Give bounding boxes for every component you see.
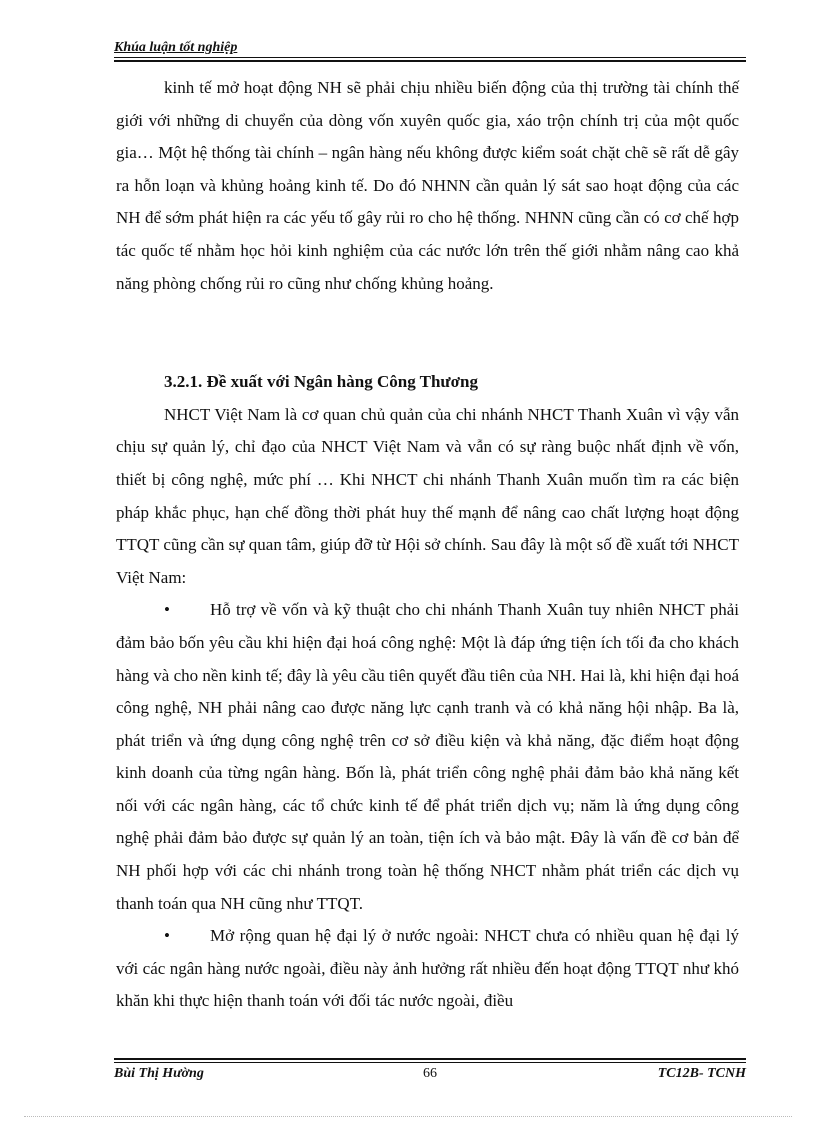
- bullet-item-1: [116, 594, 739, 920]
- footer-author: Bùi Thị Hường: [114, 1066, 204, 1081]
- intro-paragraph: kinh tế mở hoạt động NH sẽ phải chịu nhiều biến động của thị trường tài chính thế giới với những di chuyển của dòng vốn xuyên quốc gia, xáo trộn chính trị của một quốc gia… Một hệ thống tài chính – ngân hàng nếu không được kiểm soát chặt chẽ sẽ rất dễ gây ra hỗn loạn và khủng hoảng kinh tế. Do đó NHNN cần quản lý sát sao hoạt động của các NH để sớm phát hiện ra các yếu tố gây rủi ro cho hệ thống. NHNN cũng cần có cơ chế hợp tác quốc tế nhằm học hỏi kinh nghiệm của các nước lớn trên thế giới nhằm nâng cao khả năng phòng chống rủi ro cũng như chống khủng hoảng.: [116, 78, 739, 293]
- bullet-icon: •: [164, 926, 170, 946]
- bullet-icon: •: [164, 600, 170, 620]
- bullet-item-2: [116, 920, 739, 1018]
- footer-rule-thin: [114, 1062, 746, 1063]
- document-body: [116, 72, 739, 1018]
- header-title: Khúa luận tốt nghiệp: [114, 40, 238, 55]
- page-header: [114, 38, 746, 56]
- page-number: 66: [423, 1066, 437, 1081]
- footer-rule-thick: [114, 1058, 746, 1060]
- bullet-item-2-text: Mở rộng quan hệ đại lý ở nước ngoài: NHCT chưa có nhiều quan hệ đại lý với các ngân hàng nước ngoài, điều này ảnh hưởng rất nhiều đến hoạt động TTQT như khó khăn khi thực hiện thanh toán với đối tác nước ngoài, điều: [116, 926, 739, 1011]
- page-bottom-border: [24, 1116, 792, 1117]
- bullet-item-1-text: Hỗ trợ về vốn và kỹ thuật cho chi nhánh Thanh Xuân tuy nhiên NHCT phải đảm bảo bốn yêu cầu khi hiện đại hoá công nghệ: Một là đáp ứng tiện ích tối đa cho khách hàng và cho nền kinh tế; đây là yêu cầu tiên quyết đầu tiên của NH. Hai là, khi hiện đại hoá công nghệ, NH phải nâng cao được năng lực cạnh tranh và có khả năng hội nhập. Ba là, phát triển và ứng dụng công nghệ trên cơ sở điều kiện và khả năng, đặc điểm hoạt động kinh doanh của từng ngân hàng. Bốn là, phát triển công nghệ phải đảm bảo khả năng kết nối với các ngân hàng, các tổ chức kinh tế để phát triển dịch vụ; năm là ứng dụng công nghệ phải đảm bảo được sự quản lý an toàn, tiện ích và bảo mật. Đây là vấn đề cơ bản để NH phối hợp với các chi nhánh trong toàn hệ thống NHCT nhằm phát triển các dịch vụ thanh toán qua NH cũng như TTQT.: [116, 600, 739, 913]
- section-heading: 3.2.1. Đề xuất với Ngân hàng Công Thương: [164, 372, 479, 392]
- header-rule-thin: [114, 57, 746, 58]
- footer-class-code: TC12B- TCNH: [657, 1066, 746, 1081]
- header-rule-thick: [114, 60, 746, 62]
- section-paragraph: NHCT Việt Nam là cơ quan chủ quản của chi nhánh NHCT Thanh Xuân vì vậy vẫn chịu sự quản lý, chỉ đạo của NHCT Việt Nam và vẫn có sự ràng buộc nhất định về vốn, thiết bị công nghệ, mức phí … Khi NHCT chi nhánh Thanh Xuân muốn tìm ra các biện pháp khắc phục, hạn chế đồng thời phát huy thế mạnh để nâng cao chất lượng hoạt động TTQT cũng cần sự quan tâm, giúp đỡ từ Hội sở chính. Sau đây là một số đề xuất tới NHCT Việt Nam:: [116, 404, 739, 587]
